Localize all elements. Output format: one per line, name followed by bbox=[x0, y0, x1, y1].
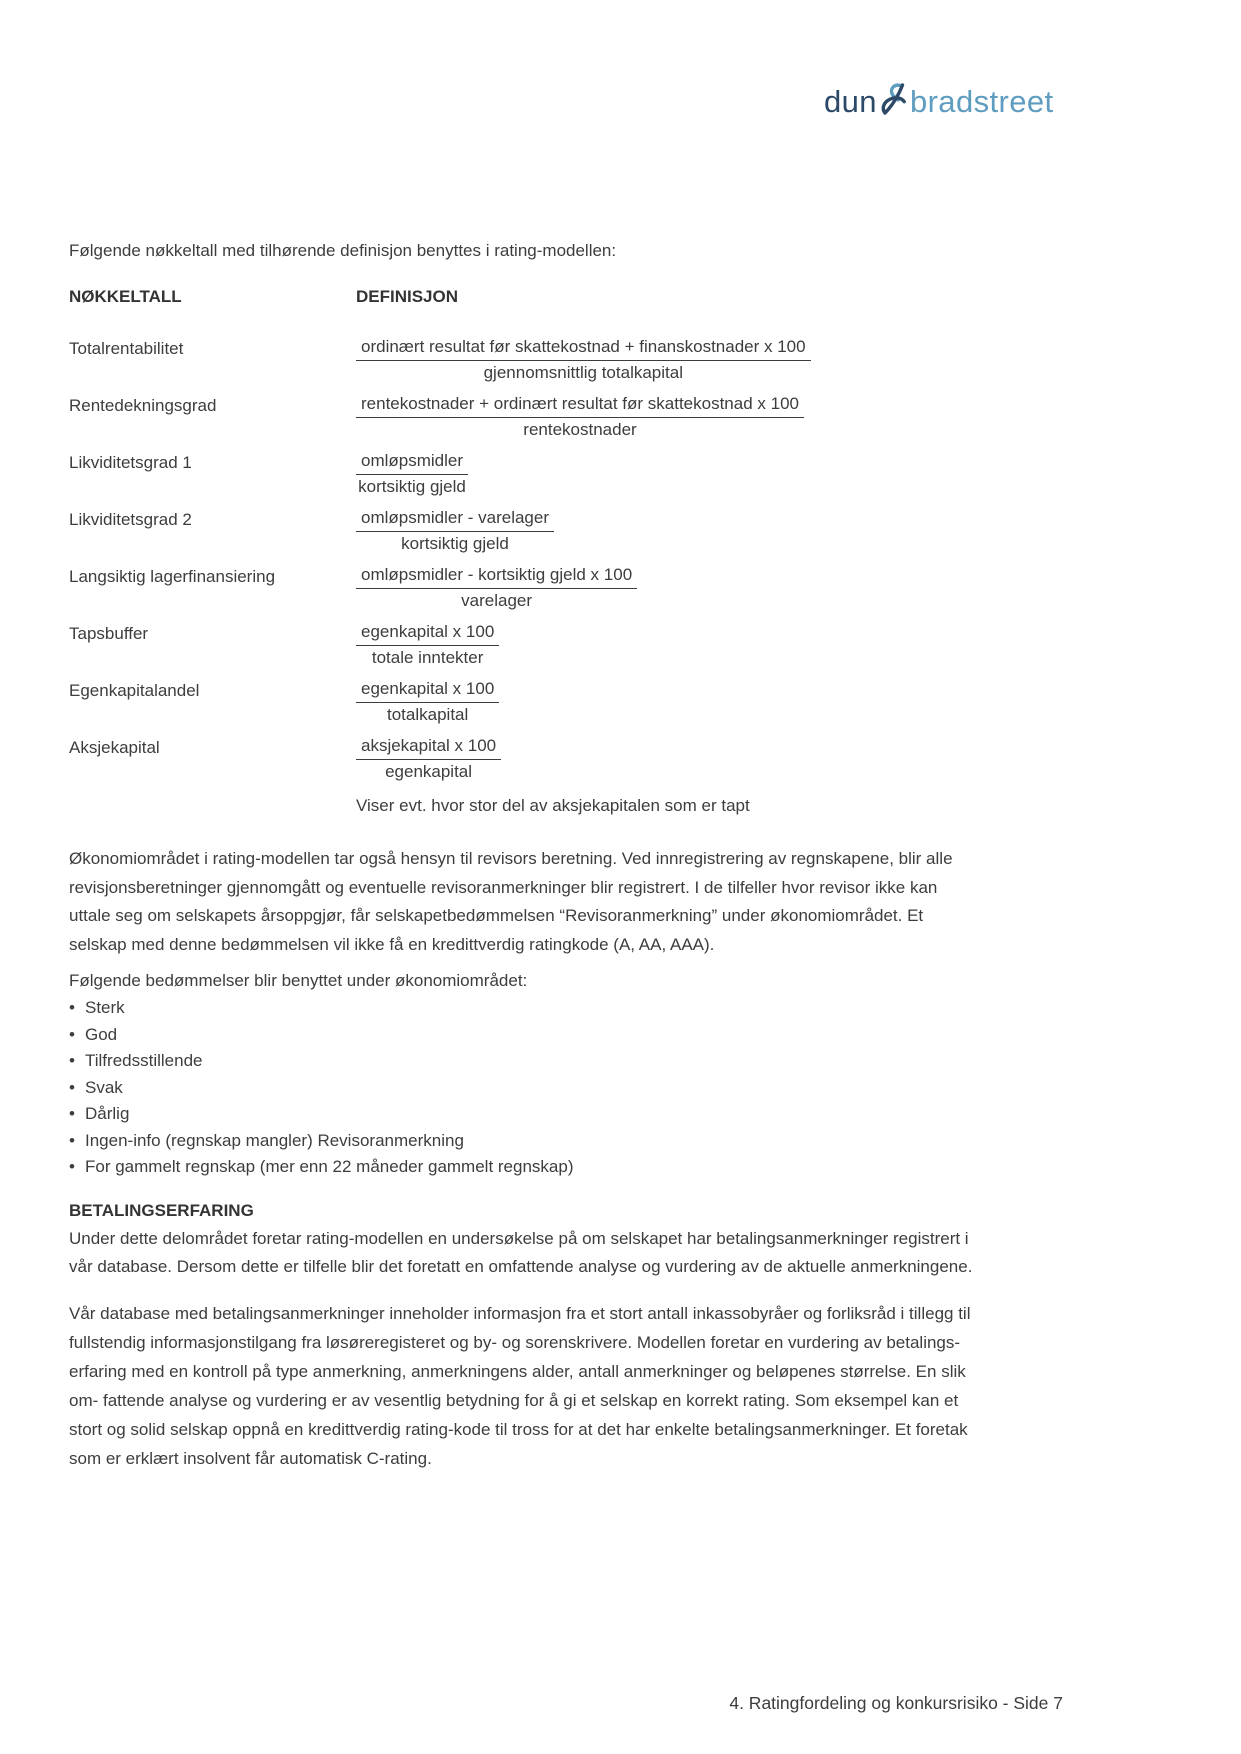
fraction-numerator: rentekostnader + ordinært resultat før skattekostnad x 100 bbox=[356, 392, 804, 418]
fraction-numerator: egenkapital x 100 bbox=[356, 620, 499, 646]
bullet-icon: • bbox=[69, 1130, 75, 1150]
fraction-denominator: totalkapital bbox=[387, 705, 469, 724]
nokkeltall-label: Tapsbuffer bbox=[69, 624, 149, 643]
list-item bbox=[69, 1022, 975, 1049]
aksjekapital-note: Viser evt. hvor stor del av aksjekapitalen som er tapt bbox=[356, 796, 750, 815]
fraction-denominator: egenkapital bbox=[385, 762, 473, 781]
list-item-label: Dårlig bbox=[85, 1104, 130, 1123]
bullet-icon: • bbox=[69, 1157, 75, 1176]
column-header-nokkeltall: NØKKELTALL bbox=[69, 287, 182, 306]
table-row bbox=[69, 677, 975, 727]
fraction-numerator: omløpsmidler bbox=[356, 449, 468, 475]
table-row bbox=[69, 563, 975, 613]
definisjon-formula bbox=[356, 335, 975, 385]
fraction-denominator: kortsiktig gjeld bbox=[358, 477, 466, 496]
bullet-icon: • bbox=[69, 1024, 75, 1044]
fraction bbox=[356, 677, 499, 727]
fraction bbox=[356, 506, 554, 556]
nokkeltall-label: Aksjekapital bbox=[69, 738, 160, 757]
table-row bbox=[69, 392, 975, 442]
fraction-numerator: egenkapital x 100 bbox=[356, 677, 499, 703]
nokkeltall-label: Egenkapitalandel bbox=[69, 681, 200, 700]
list-item bbox=[69, 995, 975, 1022]
fraction bbox=[356, 449, 468, 499]
document-content bbox=[69, 0, 975, 1473]
bullet-icon: • bbox=[69, 998, 75, 1017]
logo-word-dun: dun bbox=[824, 84, 877, 119]
list-item bbox=[69, 1075, 975, 1102]
fraction-numerator: omløpsmidler - varelager bbox=[356, 506, 554, 532]
table-row bbox=[69, 734, 975, 784]
list-item-label: Ingen-info (regnskap mangler) Revisoranmerkning bbox=[85, 1130, 464, 1150]
table-row bbox=[69, 335, 975, 385]
list-item-label: Svak bbox=[85, 1077, 123, 1097]
fraction bbox=[356, 620, 499, 670]
nokkeltall-label: Likviditetsgrad 1 bbox=[69, 453, 192, 472]
nokkeltall-table bbox=[69, 335, 975, 820]
fraction-denominator: totale inntekter bbox=[371, 648, 484, 667]
list-item-label: For gammelt regnskap (mer enn 22 måneder gammelt regnskap) bbox=[85, 1157, 574, 1176]
fraction bbox=[356, 335, 811, 385]
nokkeltall-label: Likviditetsgrad 2 bbox=[69, 510, 192, 529]
table-row bbox=[69, 449, 975, 499]
nokkeltall-label: Langsiktig lagerfinansiering bbox=[69, 567, 276, 586]
definisjon-formula bbox=[356, 677, 975, 727]
definisjon-formula bbox=[356, 620, 975, 670]
table-row bbox=[69, 506, 975, 556]
bullet-icon: • bbox=[69, 1104, 75, 1123]
betalingserfaring-paragraph-1: Under dette delområdet foretar rating-modellen en undersøkelse på om selskapet har betalingsanmerkninger registrert i vår database. Dersom dette er tilfelle blir det foretatt en omfattende analyse og vurdering av de aktuelle anmerkningene. bbox=[69, 1228, 973, 1276]
definisjon-formula bbox=[356, 734, 975, 784]
okonomi-paragraph: Økonomiområdet i rating-modellen tar også hensyn til revisors beretning. Ved innregistrering av regnskapene, blir alle revisjonsberetninger gjennomgått og eventuelle revisoranmerkninger blir registrert. I de tilfeller hvor revisor ikke kan uttale seg om selskapets årsoppgjør, får selskapetbedømmelsen “Revisoranmerkning” under økonomiområdet. Et selskap med denne bedømmelsen vil ikke få en kredittverdig ratingkode (A, AA, AAA). bbox=[69, 849, 953, 954]
table-row bbox=[69, 620, 975, 670]
list-item bbox=[69, 1101, 975, 1128]
bedommelser-intro: Følgende bedømmelser blir benyttet under økonomiområdet: bbox=[69, 971, 528, 990]
list-item bbox=[69, 1128, 975, 1155]
fraction-denominator: rentekostnader bbox=[523, 420, 637, 439]
fraction-denominator: varelager bbox=[461, 591, 533, 610]
intro-text: Følgende nøkkeltall med tilhørende definisjon benyttes i rating-modellen: bbox=[69, 241, 617, 260]
fraction bbox=[356, 392, 804, 442]
list-item-label: Tilfredsstillende bbox=[85, 1051, 203, 1070]
fraction-denominator: kortsiktig gjeld bbox=[401, 534, 509, 553]
nokkeltall-label: Totalrentabilitet bbox=[69, 339, 184, 358]
definisjon-formula bbox=[356, 392, 975, 442]
definisjon-formula bbox=[356, 563, 975, 613]
list-item bbox=[69, 1154, 975, 1181]
fraction bbox=[356, 734, 501, 784]
column-header-definisjon: DEFINISJON bbox=[356, 287, 459, 306]
fraction-numerator: ordinært resultat før skattekostnad + finanskostnader x 100 bbox=[356, 335, 811, 361]
bedommelser-list bbox=[69, 995, 975, 1181]
nokkeltall-label: Rentedekningsgrad bbox=[69, 396, 217, 415]
list-item-label: Sterk bbox=[85, 998, 125, 1017]
fraction-numerator: aksjekapital x 100 bbox=[356, 734, 501, 760]
betalingserfaring-heading: BETALINGSERFARING bbox=[69, 1200, 254, 1220]
list-item-label: God bbox=[85, 1024, 118, 1044]
logo-word-bradstreet: bradstreet bbox=[909, 84, 1054, 119]
page-footer: 4. Ratingfordeling og konkursrisiko - Side 7 bbox=[729, 1693, 1063, 1713]
fraction-denominator: gjennomsnittlig totalkapital bbox=[483, 363, 683, 382]
definisjon-formula bbox=[356, 449, 975, 499]
fraction-numerator: omløpsmidler - kortsiktig gjeld x 100 bbox=[356, 563, 637, 589]
table-header-row bbox=[69, 283, 975, 311]
betalingserfaring-paragraph-2: Vår database med betalingsanmerkninger inneholder informasjon fra et stort antall inkassobyråer og forliksråd i tillegg til fullstendig informasjonstilgang fra løsøreregisteret og by- og sorenskrivere. Modellen foretar en vurdering av betalings- erfaring med en kontroll på type anmerkning, anmerkningens alder, antall anmerkninger og beløpenes størrelse. En slik om- fattende analyse og vurdering er av vesentlig betydning for å gi et selskap en korrekt rating. Som eksempel kan et stort og solid selskap oppnå en kredittverdig rating-kode til tross for at det har enkelte betalingsanmerkninger. Et foretak som er erklært insolvent får automatisk C-rating. bbox=[69, 1303, 971, 1468]
bullet-icon: • bbox=[69, 1077, 75, 1097]
fraction bbox=[356, 563, 637, 613]
list-item bbox=[69, 1048, 975, 1075]
bullet-icon: • bbox=[69, 1051, 75, 1070]
definisjon-formula bbox=[356, 506, 975, 556]
